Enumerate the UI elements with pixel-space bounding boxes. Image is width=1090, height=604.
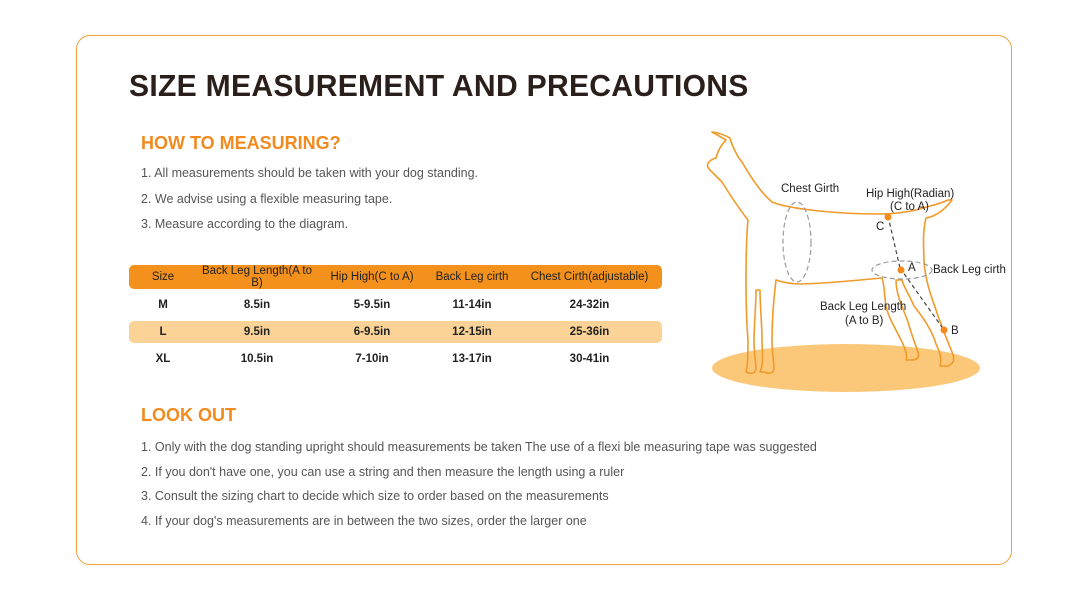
header-back-leg-length: Back Leg Length(A to B) xyxy=(202,265,312,289)
cell-size: L xyxy=(129,321,197,343)
cell-back-leg-cirth: 12-15in xyxy=(427,321,517,343)
point-c-marker xyxy=(885,214,892,221)
dog-measurement-diagram xyxy=(690,120,1010,400)
cell-hip-high: 5-9.5in xyxy=(353,299,391,311)
cell-chest-cirth: 30-41in xyxy=(569,353,610,365)
label-point-c: C xyxy=(876,221,885,233)
cell-back-leg-cirth: 13-17in xyxy=(452,353,492,365)
label-point-a: A xyxy=(908,262,916,274)
measuring-list xyxy=(141,161,478,238)
measuring-heading: HOW TO MEASURING? xyxy=(141,133,341,153)
lookout-item: 4. If your dog's measurements are in between the two sizes, order the larger one xyxy=(141,513,587,528)
header-chest-cirth: Chest Cirth(adjustable) xyxy=(530,271,649,283)
table-row xyxy=(129,321,662,343)
measuring-item: 1. All measurements should be taken with your dog standing. xyxy=(141,166,479,180)
label-point-b: B xyxy=(951,325,959,337)
hip-high-line xyxy=(888,216,900,268)
chest-girth-loop xyxy=(783,202,811,282)
point-b-marker xyxy=(941,327,948,334)
lookout-item: 2. If you don't have one, you can use a string and then measure the length using a ruler xyxy=(141,464,625,479)
label-hip-high: Hip High(Radian) xyxy=(866,188,955,200)
cell-back-leg-length: 8.5in xyxy=(243,299,271,311)
table-header-row xyxy=(129,265,662,289)
cell-chest-cirth: 24-32in xyxy=(569,299,610,311)
header-size: Size xyxy=(151,271,175,283)
header-back-leg-cirth: Back Leg cirth xyxy=(435,271,509,283)
label-hip-high-range: (C to A) xyxy=(890,201,929,213)
page-title: SIZE MEASUREMENT AND PRECAUTIONS xyxy=(129,68,749,103)
lookout-item: 1. Only with the dog standing upright should measurements be taken The use of a flexi ble measuring tape was suggested xyxy=(141,440,817,454)
label-back-leg-length-range: (A to B) xyxy=(845,315,884,327)
measuring-item: 2. We advise using a flexible measuring tape. xyxy=(141,191,393,206)
lookout-list xyxy=(141,435,817,533)
point-a-marker xyxy=(898,267,905,274)
cell-back-leg-length: 9.5in xyxy=(197,321,317,343)
cell-hip-high: 6-9.5in xyxy=(317,321,427,343)
label-back-leg-length: Back Leg Length xyxy=(820,301,907,313)
cell-chest-cirth: 25-36in xyxy=(517,321,662,343)
lookout-item: 3. Consult the sizing chart to decide which size to order based on the measurements xyxy=(141,489,609,503)
cell-back-leg-length: 10.5in xyxy=(240,353,274,365)
cell-hip-high: 7-10in xyxy=(355,353,389,365)
dog-outline-icon xyxy=(708,132,954,373)
measuring-item: 3. Measure according to the diagram. xyxy=(141,217,349,231)
cell-size: XL xyxy=(155,353,171,365)
header-hip-high: Hip High(C to A) xyxy=(330,271,414,283)
lookout-heading: LOOK OUT xyxy=(141,405,236,425)
cell-back-leg-cirth: 11-14in xyxy=(452,299,492,311)
label-chest-girth: Chest Girth xyxy=(781,183,840,195)
size-table xyxy=(129,260,662,375)
table-row xyxy=(129,348,662,370)
table-row xyxy=(129,294,662,316)
label-back-leg-cirth: Back Leg cirth xyxy=(933,264,1006,276)
cell-size: M xyxy=(158,299,168,311)
